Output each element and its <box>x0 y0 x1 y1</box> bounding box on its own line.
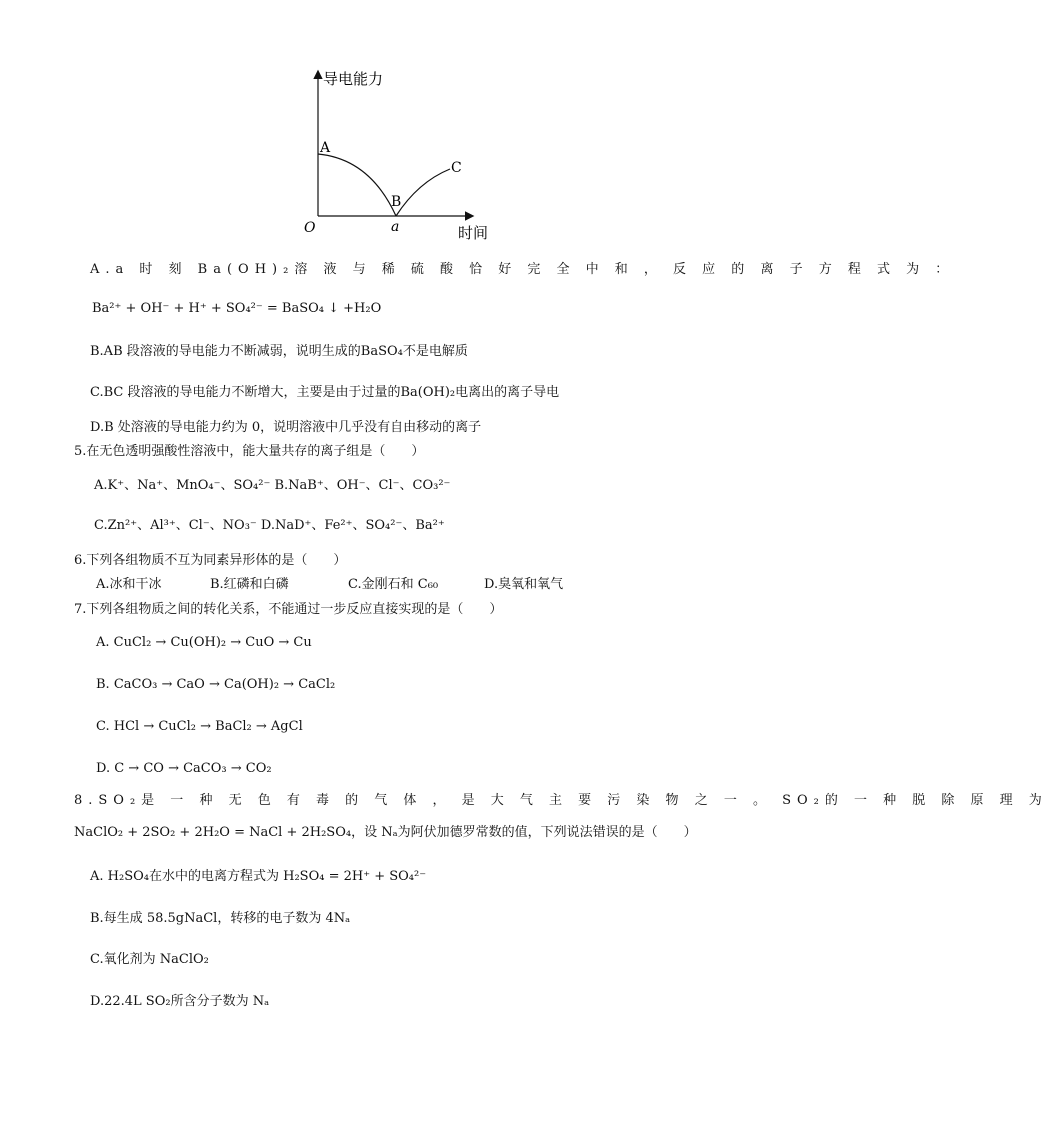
q4-option-b: B.AB 段溶液的导电能力不断减弱，说明生成的BaSO₄不是电解质 <box>90 344 468 359</box>
q6-option-b: B.红磷和白磷 <box>210 577 289 592</box>
q6-option-a: A.冰和干冰 <box>96 577 162 592</box>
point-C-label: C <box>451 160 462 176</box>
q4-option-d: D.B 处溶液的导电能力约为 0，说明溶液中几乎没有自由移动的离子 <box>90 420 482 435</box>
q8-stem-line1: 8.SO₂是 一 种 无 色 有 毒 的 气 体 ， 是 大 气 主 要 污 染 物 之 一 。 SO₂的 一 种 脱 除 原 理 为 <box>74 793 1048 808</box>
q5-options-ab: A.K⁺、Na⁺、MnO₄⁻、SO₄²⁻ B.NaB⁺、OH⁻、Cl⁻、CO₃²⁻ <box>94 478 451 493</box>
x-axis-label: 时间 <box>458 224 489 242</box>
curve-BC <box>396 169 450 216</box>
q7-option-d: D. C → CO → CaCO₃ → CO₂ <box>96 761 272 776</box>
q7-option-c: C. HCl → CuCl₂ → BaCl₂ → AgCl <box>96 719 303 734</box>
point-B-label: B <box>391 194 402 210</box>
q6-option-d: D.臭氧和氧气 <box>484 577 564 592</box>
q4-option-c: C.BC 段溶液的导电能力不断增大，主要是由于过量的Ba(OH)₂电离出的离子导电 <box>90 385 560 400</box>
q8-option-d: D.22.4L SO₂所含分子数为 Nₐ <box>90 994 270 1009</box>
q7-option-b: B. CaCO₃ → CaO → Ca(OH)₂ → CaCl₂ <box>96 677 336 692</box>
q5-options-cd: C.Zn²⁺、Al³⁺、Cl⁻、NO₃⁻ D.NaD⁺、Fe²⁺、SO₄²⁻、Ba²⁺ <box>94 518 445 533</box>
q8-stem-line2: NaClO₂ + 2SO₂ + 2H₂O = NaCl + 2H₂SO₄，设 Nₐ为阿伏加德罗常数的值，下列说法错误的是（ ） <box>74 825 697 840</box>
point-A-label: A <box>320 140 331 156</box>
q7-stem: 7.下列各组物质之间的转化关系，不能通过一步反应直接实现的是（ ） <box>74 602 503 617</box>
q4-option-a-equation: Ba²⁺ + OH⁻ + H⁺ + SO₄²⁻ = BaSO₄ ↓ +H₂O <box>92 301 382 316</box>
q4-option-a: A.a 时 刻 Ba(OH)₂溶 液 与 稀 硫 酸 恰 好 完 全 中 和 ， 反 应 的 离 子 方 程 式 为 ： <box>90 262 955 277</box>
q7-option-a: A. CuCl₂ → Cu(OH)₂ → CuO → Cu <box>96 635 312 650</box>
q8-option-b: B.每生成 58.5gNaCl，转移的电子数为 4Nₐ <box>90 911 351 926</box>
curve-AB <box>318 154 396 216</box>
q5-stem: 5.在无色透明强酸性溶液中，能大量共存的离子组是（ ） <box>74 444 425 459</box>
conductivity-graph <box>290 64 490 244</box>
q8-option-c: C.氧化剂为 NaClO₂ <box>90 952 209 967</box>
q6-option-c: C.金刚石和 C₆₀ <box>348 577 439 592</box>
origin-label: O <box>304 220 316 236</box>
q6-stem: 6.下列各组物质不互为同素异形体的是（ ） <box>74 553 347 568</box>
q8-option-a: A. H₂SO₄在水中的电离方程式为 H₂SO₄ = 2H⁺ + SO₄²⁻ <box>90 869 427 884</box>
y-axis-label: 导电能力 <box>323 70 384 88</box>
axis-a-label: a <box>391 219 400 235</box>
